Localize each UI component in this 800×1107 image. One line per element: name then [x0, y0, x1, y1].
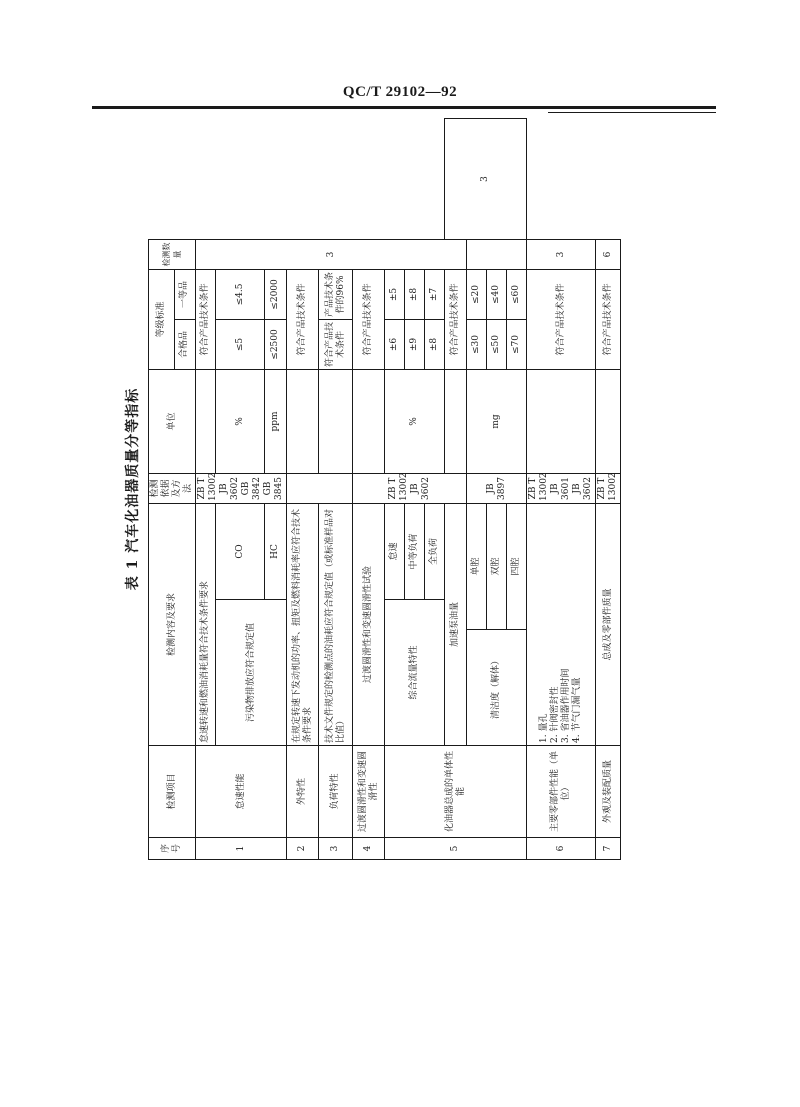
- row6-count: 3: [527, 239, 596, 269]
- row4-unit: [353, 369, 385, 473]
- count-row5-b: 3: [445, 119, 527, 240]
- table-row: [596, 119, 621, 860]
- row1-content-a: 怠速转速和燃油消耗量符合技术条件要求: [196, 503, 216, 745]
- row6-seq: 6: [527, 838, 596, 860]
- row7-unit: [596, 369, 621, 473]
- row1-hc-label: HC: [265, 503, 287, 599]
- row5-double: 双腔: [487, 503, 507, 629]
- rotated-table-block: [120, 118, 618, 860]
- row6-unit: [527, 369, 596, 473]
- row1-item: 怠速性能: [196, 746, 287, 838]
- row7-basis: ZB T 13002: [596, 473, 621, 503]
- row5-content-flow: 综合流量特性: [385, 600, 445, 746]
- row7-seq: 7: [596, 838, 621, 860]
- row2-seq: 2: [287, 838, 319, 860]
- row6-item: 主要零部件性能（单位）: [527, 746, 596, 838]
- table-row: [287, 119, 319, 860]
- header-basis: 检测依据及方法: [149, 473, 196, 503]
- row5-seq: 5: [385, 838, 527, 860]
- row5-four: 四腔: [507, 503, 527, 629]
- row1-co-label: CO: [216, 503, 265, 599]
- row3-qualified: 符合产品技术条件: [319, 319, 353, 369]
- header-grade: 等级标准: [149, 269, 175, 369]
- header-content: 检测内容及要求: [149, 503, 196, 745]
- row6-grade: 符合产品技术条件: [527, 269, 596, 369]
- header-unit: 单位: [149, 369, 196, 473]
- row5-clean-unit: mg: [467, 369, 527, 473]
- row1-hc-qualified: ≤2500: [265, 319, 287, 369]
- row6-content: 1. 量孔 2. 针阀密封性 3. 省油器作用时间 4. 节气门漏气量: [527, 503, 596, 745]
- row1-hc-unit: ppm: [265, 369, 287, 473]
- row2-3-basis: [287, 473, 353, 503]
- header-item: 检测项目: [149, 746, 196, 838]
- row5-flow-unit: %: [385, 369, 445, 473]
- table-caption: 表 1 汽车化油器质量分等指标: [125, 387, 141, 591]
- header-count: 检测数量: [149, 239, 196, 269]
- row4-content: 过渡圆滑性和变速圆滑性试验: [353, 503, 385, 745]
- row5-full-qualified: ±8: [425, 319, 445, 369]
- row5-clean-basis: JB 3897: [467, 473, 527, 503]
- row7-count: 6: [596, 239, 621, 269]
- row5-content-clean: 清洁度（解体）: [467, 630, 527, 746]
- rotated-page-area: [120, 118, 618, 860]
- row7-grade: 符合产品技术条件: [596, 269, 621, 369]
- row5-single: 单腔: [467, 503, 487, 629]
- header-qualified: 合格品: [174, 319, 195, 369]
- row5-idle-qualified: ±6: [385, 319, 405, 369]
- row2-content: 在规定转速下发动机的功率、扭矩及燃料消耗率应符合技术条件要求: [287, 503, 319, 745]
- row5-idle: 怠速: [385, 503, 405, 599]
- row3-seq: 3: [319, 838, 353, 860]
- row1-basis: ZB T 13002 JB 3602 GB 3842 GB 3845: [196, 473, 287, 503]
- row5-double-first: ≤40: [487, 269, 507, 319]
- row1-content-b: 污染物排放应符合规定值: [216, 600, 287, 746]
- row4-grade: 符合产品技术条件: [353, 269, 385, 369]
- row5-mid: 中等负荷: [405, 503, 425, 599]
- row1-co-qualified: ≤5: [216, 319, 265, 369]
- header-first: 一等品: [174, 269, 195, 319]
- row3-unit: [319, 369, 353, 473]
- row3-content: 技术文件规定的检测点的油耗应符合规定值（或标准样品对比值）: [319, 503, 353, 745]
- row4-item: 过渡圆滑性和变速圆滑性: [353, 746, 385, 838]
- row5-content-pump: 加速泵油量: [445, 503, 467, 745]
- count-rows-1-4: 3: [196, 239, 467, 269]
- row7-content: 总成及零部件质量: [596, 503, 621, 745]
- row5-item: 化油器总成的单体性能: [385, 746, 527, 838]
- quality-grade-table: [148, 118, 621, 860]
- row5-full: 全负荷: [425, 503, 445, 599]
- row2-grade: 符合产品技术条件: [287, 269, 319, 369]
- row5-single-qualified: ≤30: [467, 319, 487, 369]
- row7-item: 外观及装配质量: [596, 746, 621, 838]
- row5-single-first: ≤20: [467, 269, 487, 319]
- row5-mid-first: ±8: [405, 269, 425, 319]
- row5-pump-grade: 符合产品技术条件: [445, 269, 467, 369]
- header-rule-thin: [548, 112, 716, 113]
- row5-double-qualified: ≤50: [487, 319, 507, 369]
- row1-seq: 1: [196, 838, 287, 860]
- row1-unit-a: [196, 369, 216, 473]
- row1-grade-a: 符合产品技术条件: [196, 269, 216, 369]
- row5-pump-unit: [445, 369, 467, 473]
- row5-full-first: ±7: [425, 269, 445, 319]
- row4-5-basis: ZB T 13002 JB 3602: [353, 473, 467, 503]
- row1-co-first: ≤4.5: [216, 269, 265, 319]
- row4-seq: 4: [353, 838, 385, 860]
- row1-hc-first: ≤2000: [265, 269, 287, 319]
- row3-first: 产品技术条件的96%: [319, 269, 353, 319]
- row5-mid-qualified: ±9: [405, 319, 425, 369]
- row5-four-qualified: ≤70: [507, 319, 527, 369]
- row6-basis: ZB T 13002 JB 3601 JB 3602: [527, 473, 596, 503]
- row2-item: 外特性: [287, 746, 319, 838]
- row1-co-unit: %: [216, 369, 265, 473]
- standard-code: QC/T 29102—92: [342, 84, 458, 100]
- row5-idle-first: ±5: [385, 269, 405, 319]
- table-row: [196, 119, 216, 860]
- table-row: [353, 119, 385, 860]
- row5-four-first: ≤60: [507, 269, 527, 319]
- table-row: [527, 119, 596, 860]
- row2-unit: [287, 369, 319, 473]
- header-rule: [92, 106, 716, 109]
- header-row: [149, 119, 175, 860]
- row3-item: 负荷特性: [319, 746, 353, 838]
- header-seq: 序号: [149, 838, 196, 860]
